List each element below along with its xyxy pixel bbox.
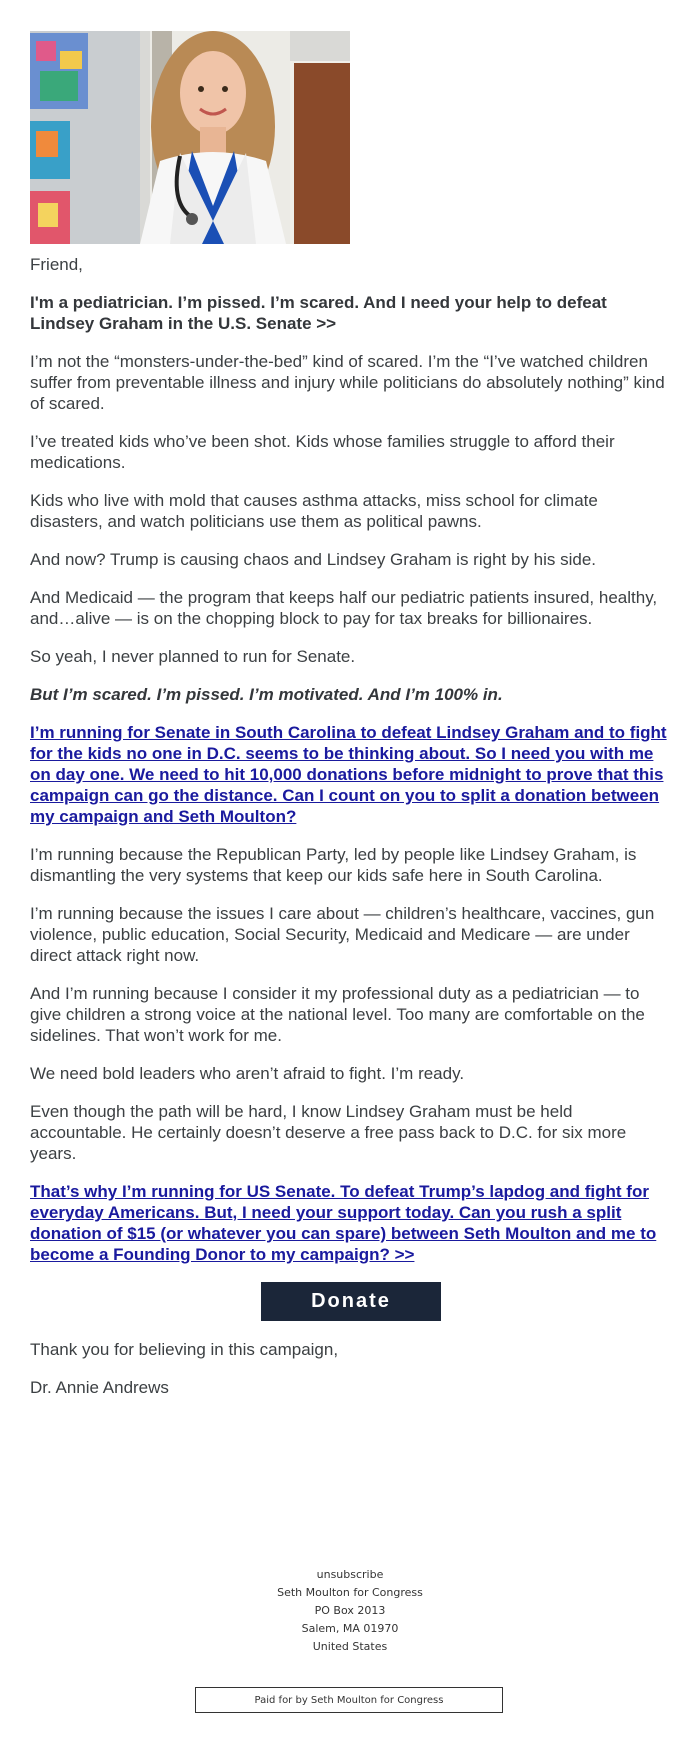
paragraph-6: So yeah, I never planned to run for Senate. bbox=[30, 647, 356, 666]
footer-org: Seth Moulton for Congress bbox=[277, 1586, 423, 1599]
paragraph-4: And now? Trump is causing chaos and Lindsey Graham is right by his side. bbox=[30, 550, 597, 569]
hero-photo bbox=[30, 31, 350, 244]
paragraph-10: And I’m running because I consider it my professional duty as a pediatrician — to give children a strong voice at the national level. Too many are comfortable on the sidelines. That won’t work for me. bbox=[30, 984, 645, 1045]
greeting: Friend, bbox=[30, 255, 83, 274]
donate-wrap bbox=[30, 1282, 672, 1321]
headline: I'm a pediatrician. I’m pissed. I’m scared. And I need your help to defeat Lindsey Graham in the U.S. Senate >> bbox=[30, 293, 607, 333]
paragraph-8: I’m running because the Republican Party, led by people like Lindsey Graham, is dismantling the very systems that keep our kids safe here in South Carolina. bbox=[30, 845, 637, 885]
paragraph-3: Kids who live with mold that causes asthma attacks, miss school for climate disasters, and watch politicians use them as political pawns. bbox=[30, 491, 598, 531]
unsubscribe-link[interactable]: unsubscribe bbox=[316, 1568, 384, 1581]
paragraph-11: We need bold leaders who aren’t afraid to fight. I’m ready. bbox=[30, 1064, 465, 1083]
cta-paragraph-1 bbox=[30, 722, 672, 827]
footer-address-1: PO Box 2013 bbox=[314, 1604, 386, 1617]
paid-for-disclaimer: Paid for by Seth Moulton for Congress bbox=[195, 1687, 503, 1713]
footer bbox=[0, 1566, 700, 1656]
paragraph-9: I’m running because the issues I care about — children’s healthcare, vaccines, gun violence, public education, Social Security, Medicaid and Medicare — are under direct attack right now. bbox=[30, 904, 655, 965]
closing: Thank you for believing in this campaign, bbox=[30, 1340, 339, 1359]
paragraph-12: Even though the path will be hard, I know Lindsey Graham must be held accountable. He certainly doesn’t deserve a free pass back to D.C. for six more years. bbox=[30, 1102, 627, 1163]
signature: Dr. Annie Andrews bbox=[30, 1378, 169, 1397]
footer-country: United States bbox=[312, 1640, 388, 1653]
footer-address-2: Salem, MA 01970 bbox=[301, 1622, 399, 1635]
paragraph-7: But I’m scared. I’m pissed. I’m motivated. And I’m 100% in. bbox=[30, 685, 503, 704]
donate-button[interactable]: Donate bbox=[261, 1282, 441, 1321]
paragraph-1: I’m not the “monsters-under-the-bed” kind of scared. I’m the “I’ve watched children suffer from preventable illness and injury while politicians do absolutely nothing” kind of scared. bbox=[30, 352, 665, 413]
cta-link-1[interactable]: I’m running for Senate in South Carolina to defeat Lindsey Graham and to fight for the kids no one in D.C. seems to be thinking about. So I need you with me on day one. We need to hit 10,000 donations before midnight to prove that this campaign can go the distance. Can I count on you to split a donation between my campaign and Seth Moulton? bbox=[30, 723, 667, 826]
paragraph-5: And Medicaid — the program that keeps half our pediatric patients insured, healthy, and…alive — is on the chopping block to pay for tax breaks for billionaires. bbox=[30, 588, 658, 628]
cta-paragraph-2 bbox=[30, 1181, 672, 1265]
paragraph-2: I’ve treated kids who’ve been shot. Kids whose families struggle to afford their medications. bbox=[30, 432, 615, 472]
cta-link-2[interactable]: That’s why I’m running for US Senate. To defeat Trump’s lapdog and fight for everyday Americans. But, I need your support today. Can you rush a split donation of $15 (or whatever you can spare) between Seth Moulton and me to become a Founding Donor to my campaign? >> bbox=[30, 1182, 657, 1264]
hero-image bbox=[30, 31, 350, 244]
email-content bbox=[30, 31, 672, 1415]
